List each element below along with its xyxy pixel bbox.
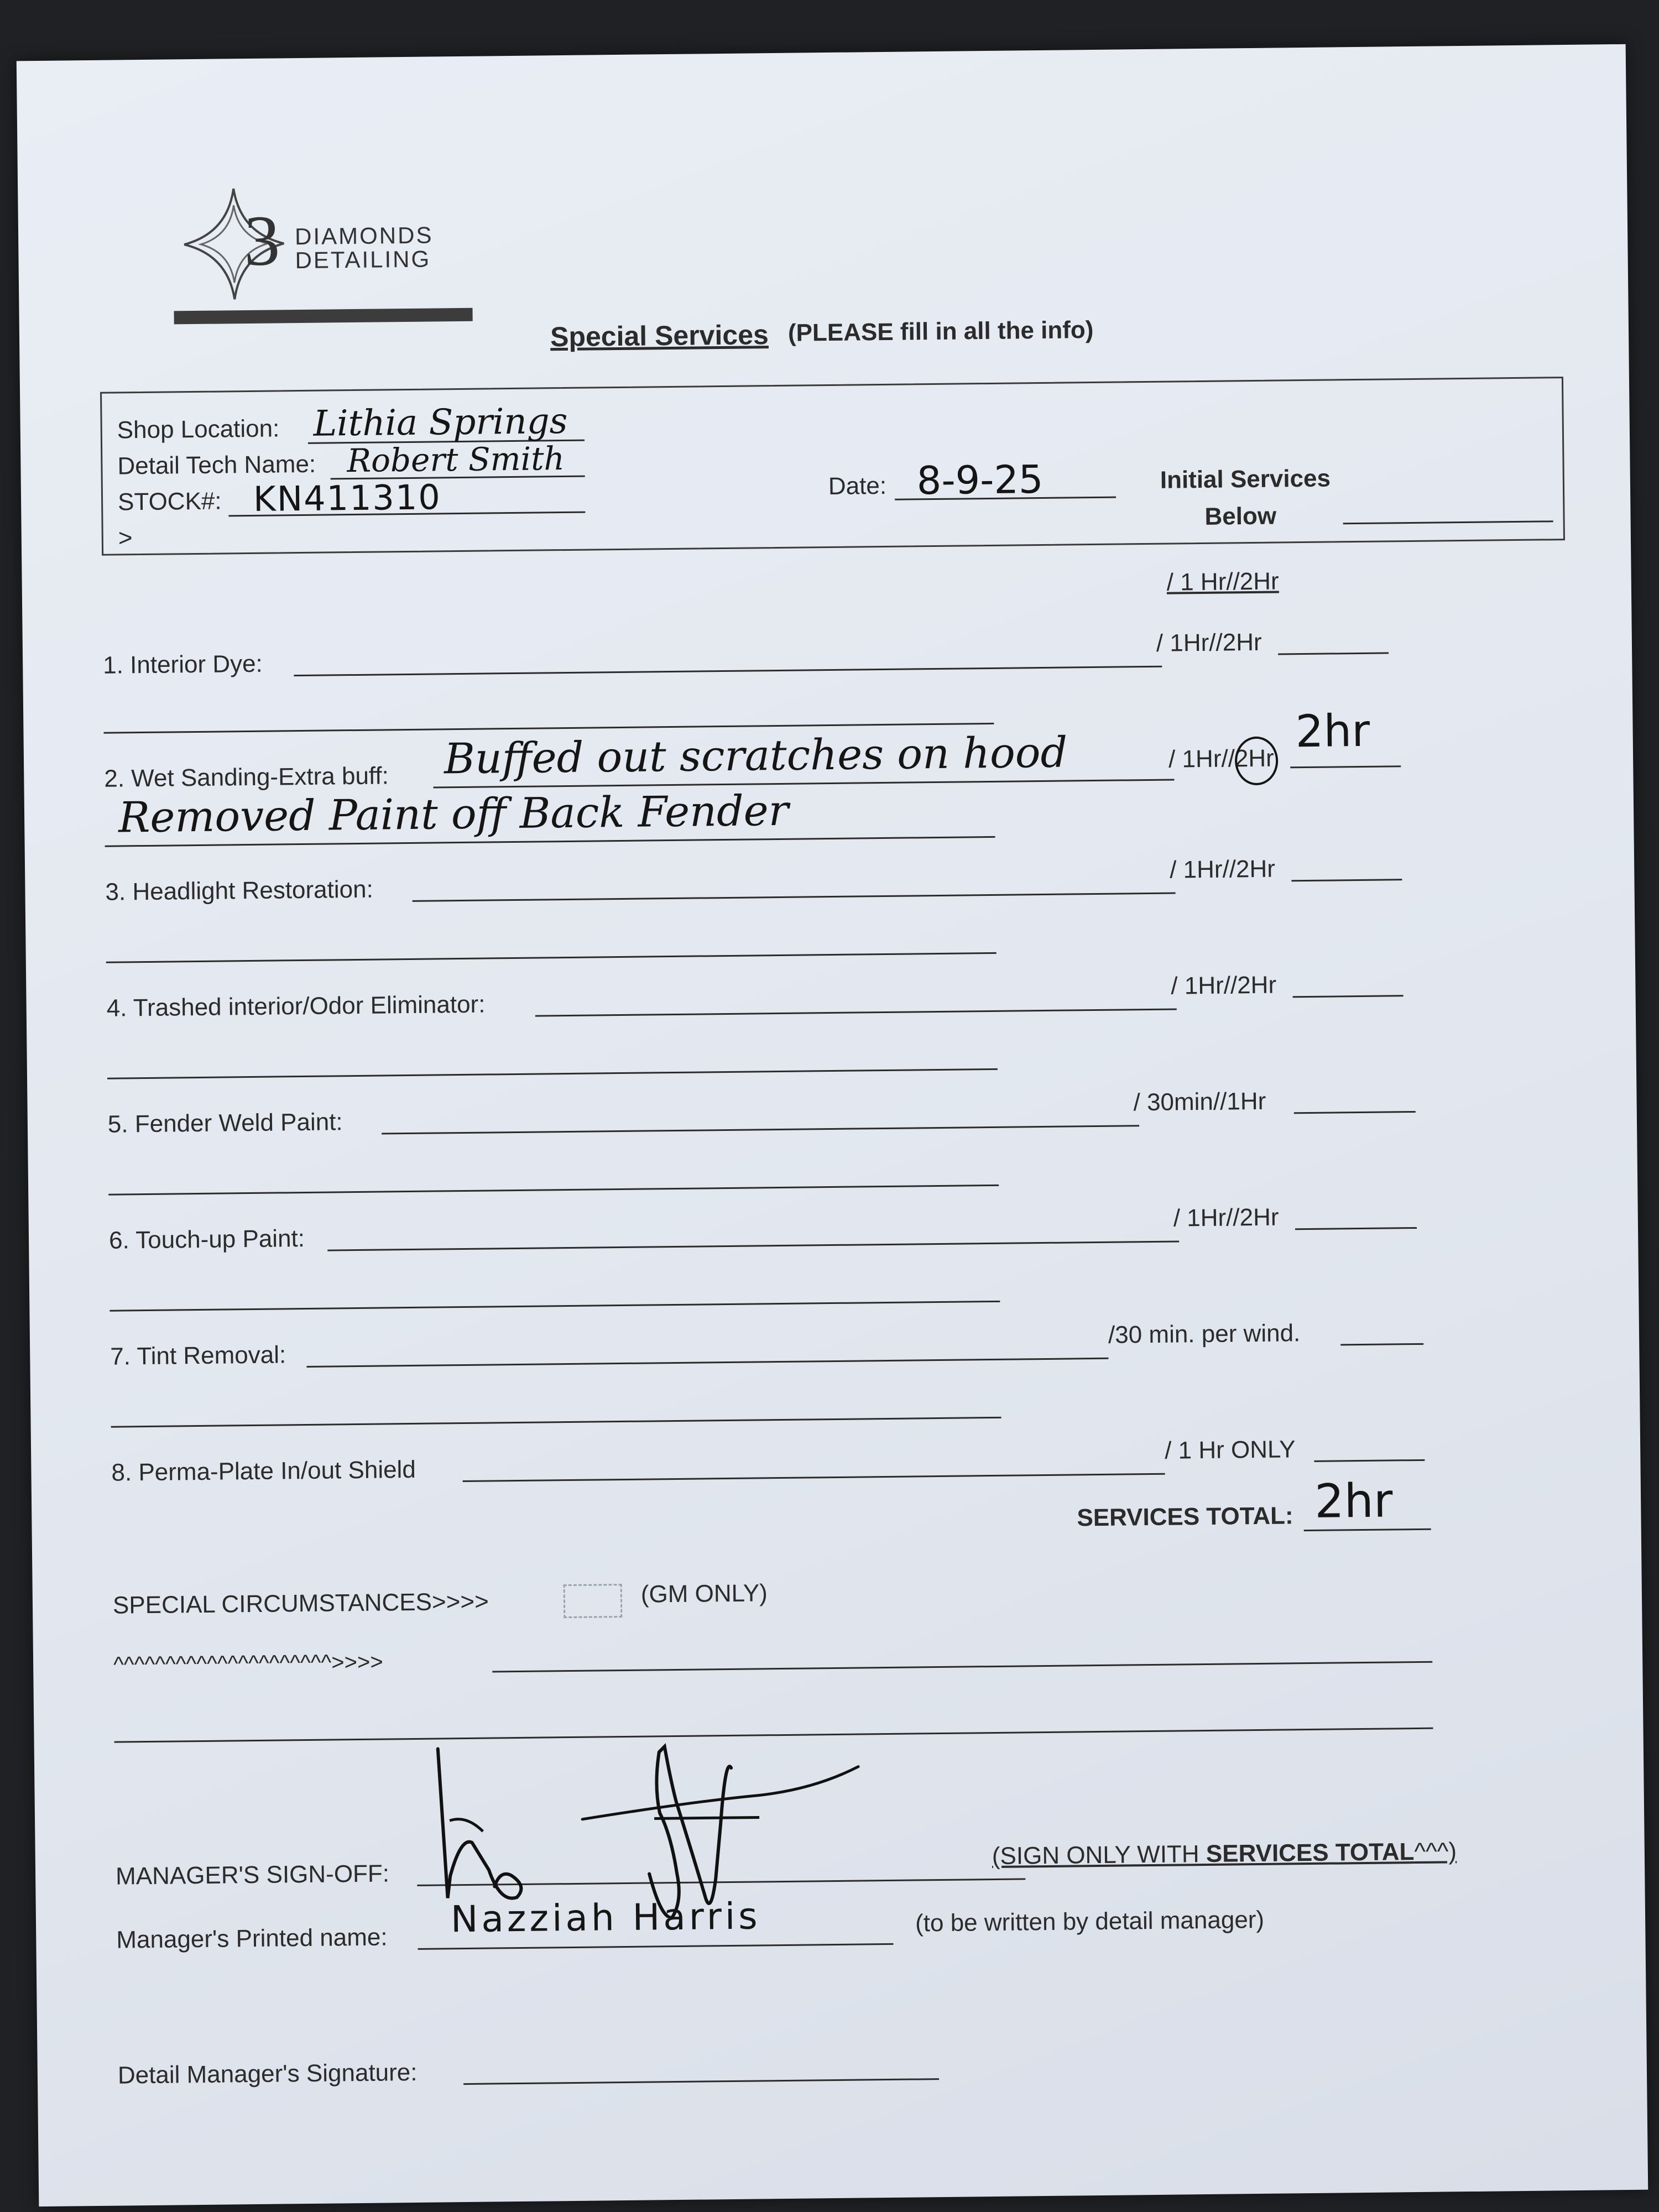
detail-tech-label: Detail Tech Name: xyxy=(117,450,316,480)
service-3-line xyxy=(413,892,1176,901)
services-total-label: SERVICES TOTAL: xyxy=(1077,1502,1293,1532)
service-8-label: 8. Perma-Plate In/out Shield xyxy=(111,1455,416,1486)
service-3-label: 3. Headlight Restoration: xyxy=(105,875,374,906)
form-title-note: (PLEASE fill in all the info) xyxy=(787,316,1094,347)
detail-manager-signature-line xyxy=(463,2078,939,2085)
logo-bar xyxy=(174,308,473,325)
special-circumstances-label: SPECIAL CIRCUMSTANCES>>>> xyxy=(112,1588,489,1619)
service-5-initial-line xyxy=(1294,1111,1416,1114)
service-1-label: 1. Interior Dye: xyxy=(102,650,263,679)
hour-header: / 1 Hr//2Hr xyxy=(1166,567,1279,596)
sign-note-suffix: ^^^) xyxy=(1414,1838,1457,1866)
stock-label: STOCK#: xyxy=(117,487,222,516)
arrow-marker: > xyxy=(118,524,133,552)
service-1-time: / 1Hr//2Hr xyxy=(1156,628,1262,657)
service-8-line xyxy=(463,1473,1165,1482)
company-logo xyxy=(178,180,489,311)
service-4-initial-line xyxy=(1293,995,1404,998)
service-6-initial-line xyxy=(1295,1227,1417,1230)
special-line-1 xyxy=(492,1661,1432,1673)
service-5-line xyxy=(382,1125,1139,1134)
date-value: 8-9-25 xyxy=(916,456,1044,504)
services-total-line xyxy=(1304,1528,1431,1531)
sign-note-bold: SERVICES TOTAL xyxy=(1206,1838,1415,1867)
service-4-label: 4. Trashed interior/Odor Eliminator: xyxy=(106,990,486,1022)
service-4-notes-line xyxy=(107,1068,998,1079)
service-3-initial-line xyxy=(1291,879,1402,881)
service-1-initial-line xyxy=(1278,652,1389,655)
service-7-label: 7. Tint Removal: xyxy=(110,1341,286,1370)
service-6-time: / 1Hr//2Hr xyxy=(1173,1203,1279,1232)
service-6-notes-line xyxy=(109,1301,1000,1312)
logo-line-2: DETAILING xyxy=(295,246,431,274)
sign-only-note xyxy=(992,1838,1457,1870)
service-2-circle-mark xyxy=(1235,737,1279,786)
service-2-initial-line xyxy=(1290,765,1401,768)
services-total-value: 2hr xyxy=(1314,1473,1393,1528)
service-5-label: 5. Fender Weld Paint: xyxy=(107,1108,343,1138)
service-3-time: / 1Hr//2Hr xyxy=(1169,855,1276,884)
date-label: Date: xyxy=(828,472,887,500)
manager-printed-label: Manager's Printed name: xyxy=(116,1923,388,1954)
sign-note-prefix: (SIGN ONLY WITH xyxy=(992,1840,1207,1870)
service-5-time: / 30min//1Hr xyxy=(1133,1087,1266,1117)
manager-signature xyxy=(416,1731,1026,1921)
service-2-time: / 1Hr//2Hr xyxy=(1168,744,1275,773)
service-8-time: / 1 Hr ONLY xyxy=(1164,1436,1296,1464)
initial-services-below: Below xyxy=(1204,502,1277,530)
gm-only-checkbox[interactable] xyxy=(564,1584,623,1618)
service-1-line xyxy=(294,666,1162,676)
detail-manager-signature-label: Detail Manager's Signature: xyxy=(117,2058,418,2089)
service-7-time: /30 min. per wind. xyxy=(1108,1319,1301,1349)
service-7-initial-line xyxy=(1340,1343,1423,1346)
logo-numeral: 3 xyxy=(243,201,280,281)
logo-line-1: DIAMONDS xyxy=(294,222,434,250)
manager-printed-value: Nazziah Harris xyxy=(450,1895,761,1941)
service-7-line xyxy=(307,1358,1109,1368)
stock-value: KN411310 xyxy=(253,477,442,519)
manager-signoff-text: MANAGER'S SIGN-OFF: xyxy=(115,1860,390,1890)
service-2-initial: 2hr xyxy=(1295,705,1370,758)
service-2-notes-1: Buffed out scratches on hood xyxy=(444,727,1068,784)
manager-printed-line xyxy=(418,1943,894,1950)
form-sheet xyxy=(17,44,1648,2206)
detail-tech-value: Robert Smith xyxy=(347,440,565,480)
service-5-notes-line xyxy=(108,1185,999,1196)
service-6-line xyxy=(327,1240,1179,1251)
service-3-notes-line xyxy=(106,952,997,963)
service-4-line xyxy=(535,1008,1177,1016)
service-6-label: 6. Touch-up Paint: xyxy=(108,1225,305,1254)
gm-only-label: (GM ONLY) xyxy=(640,1579,768,1608)
carets-label: ^^^^^^^^^^^^^^^^^^^^^>>>> xyxy=(113,1650,383,1677)
form-title: Special Services xyxy=(550,319,769,353)
service-2-notes-2: Removed Paint off Back Fender xyxy=(118,785,789,842)
manager-signoff-label xyxy=(116,1860,389,1890)
initial-services-heading: Initial Services xyxy=(1160,465,1331,494)
manager-printed-note: (to be written by detail manager) xyxy=(915,1906,1265,1937)
service-2-label: 2. Wet Sanding-Extra buff: xyxy=(104,762,389,792)
service-4-time: / 1Hr//2Hr xyxy=(1171,971,1277,1000)
shop-location-value: Lithia Springs xyxy=(313,400,568,445)
service-8-initial-line xyxy=(1314,1459,1425,1462)
service-7-notes-line xyxy=(111,1417,1001,1428)
shop-location-label: Shop Location: xyxy=(117,415,280,444)
